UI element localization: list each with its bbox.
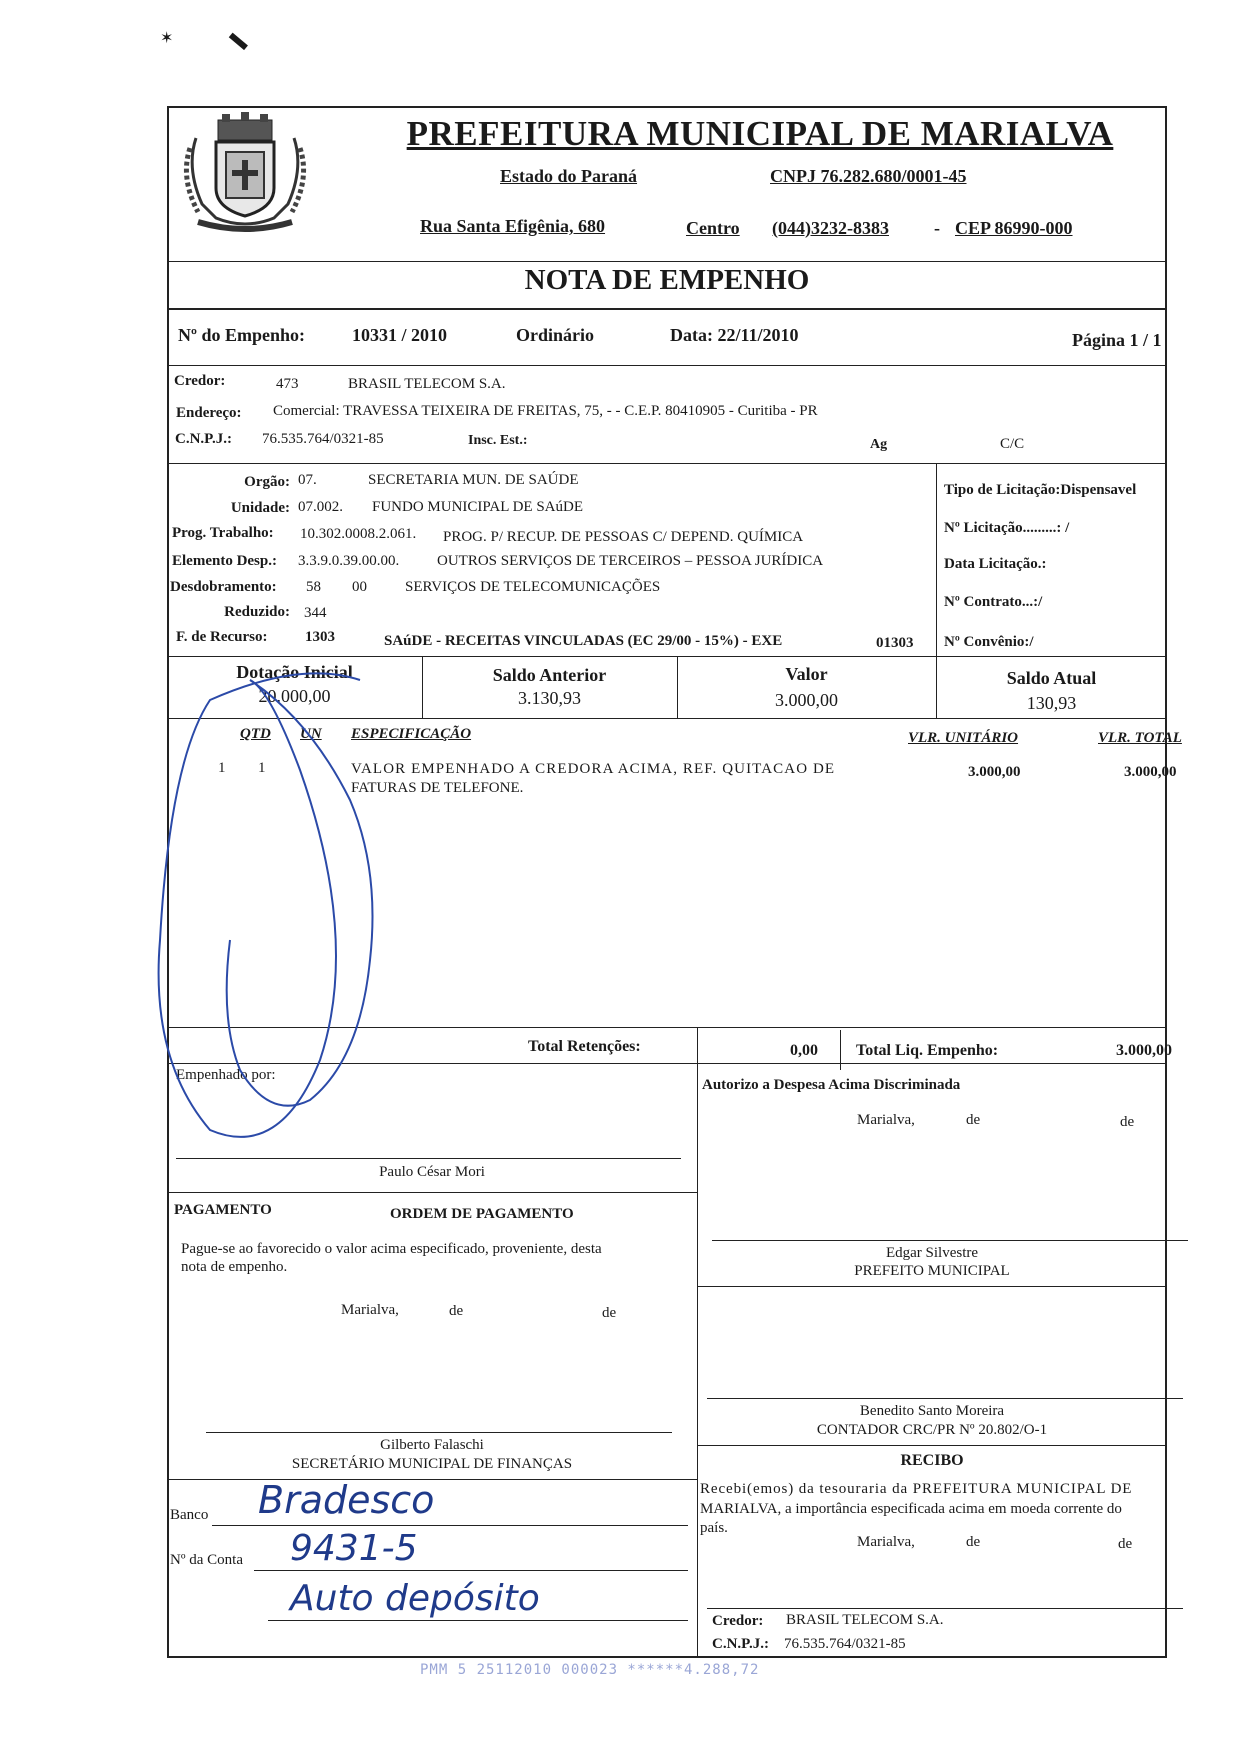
divider [167, 308, 1167, 310]
coat-of-arms [176, 108, 314, 236]
divider [167, 463, 1167, 464]
prog-label: Prog. Trabalho: [172, 525, 274, 541]
recibo-text-line2: MARIALVA, a importância especificada acima em moeda corrente do [700, 1501, 1122, 1517]
divider [167, 365, 1167, 366]
payment-de-1: de [449, 1303, 464, 1319]
divider [167, 1192, 697, 1193]
saldo-atual-label: Saldo Atual [1006, 668, 1097, 688]
credor-code: 473 [276, 376, 299, 392]
recurso-label: F. de Recurso: [176, 629, 268, 645]
total-liq-value: 3.000,00 [1116, 1042, 1172, 1059]
signature-scribble [150, 640, 440, 1160]
deposit-handwritten: Auto depósito [290, 1578, 540, 1619]
empenhado-name: Paulo César Mori [379, 1164, 485, 1180]
desdobramento-label: Desdobramento: [170, 579, 277, 595]
empenhado-por-label: Empenhado por: [176, 1067, 276, 1083]
empenho-type: Ordinário [516, 325, 595, 345]
signature-line [707, 1398, 1183, 1399]
col-header-un: UN [300, 726, 322, 742]
recibo-de-2: de [1118, 1536, 1133, 1552]
unidade-name: FUNDO MUNICIPAL DE SAúDE [372, 499, 583, 515]
total-liq-label: Total Liq. Empenho: [856, 1042, 999, 1059]
recibo-title: RECIBO [900, 1452, 964, 1469]
financas-title: SECRETÁRIO MUNICIPAL DE FINANÇAS [291, 1456, 573, 1472]
prog-code: 10.302.0008.2.061. [300, 526, 417, 542]
deposit-line [268, 1620, 688, 1621]
validation-stamp: PMM 5 25112010 000023 ******4.288,72 [420, 1662, 760, 1678]
autorizo-de-2: de [1120, 1114, 1135, 1130]
item-qtd: 1 [218, 760, 226, 776]
recurso-code: 1303 [305, 629, 335, 645]
col-header-spec: ESPECIFICAÇÃO [351, 726, 472, 742]
conta-handwritten: 9431-5 [290, 1528, 418, 1569]
ordem-pagamento-label: ORDEM DE PAGAMENTO [390, 1206, 574, 1222]
divider [167, 261, 1167, 262]
orgao-name: SECRETARIA MUN. DE SAÚDE [368, 472, 579, 488]
cep-label: CEP 86990-000 [955, 218, 1073, 238]
contrato-number: Nº Contrato...:/ [944, 594, 1043, 610]
empenho-number: 10331 / 2010 [352, 325, 448, 345]
unidade-code: 07.002. [298, 499, 343, 515]
contador-title: CONTADOR CRC/PR Nº 20.802/O-1 [816, 1422, 1048, 1438]
phone-label: (044)3232-8383 [772, 218, 889, 238]
doc-title: NOTA DE EMPENHO [524, 264, 810, 296]
credor-name: BRASIL TELECOM S.A. [348, 376, 506, 392]
recibo-text-line3: país. [700, 1520, 728, 1536]
scan-speck: ✶ [160, 30, 174, 47]
col-header-total-value: VLR. TOTAL [1098, 730, 1182, 746]
account-label: C/C [1000, 436, 1025, 452]
cnpj-field-label: C.N.P.J.: [175, 431, 232, 447]
retencoes-label: Total Retenções: [528, 1038, 641, 1055]
recibo-city: Marialva, [857, 1534, 915, 1550]
elemento-code: 3.3.9.0.39.00.00. [298, 553, 400, 569]
credor-address: Comercial: TRAVESSA TEIXEIRA DE FREITAS, 75, - - C.E.P. 80410905 - Curitiba - PR [273, 403, 818, 419]
payment-de-2: de [602, 1305, 617, 1321]
saldo-anterior-label: Saldo Anterior [492, 665, 607, 685]
valor-label: Valor [785, 664, 828, 684]
retencoes-value: 0,00 [790, 1042, 818, 1059]
dotacao-value: 20.000,00 [258, 686, 331, 706]
recurso-name: SAúDE - RECEITAS VINCULADAS (EC 29/00 - 15%) - EXE [384, 633, 783, 649]
reduzido-code: 344 [304, 605, 327, 621]
divider [840, 1030, 841, 1070]
desdobramento-subcode: 00 [352, 579, 367, 595]
saldo-anterior-value: 3.130,93 [518, 688, 581, 708]
unidade-label: Unidade: [230, 500, 290, 516]
address-label: Endereço: [176, 405, 242, 421]
conta-line [254, 1570, 688, 1571]
prefeitura-title: PREFEITURA MUNICIPAL DE MARIALVA [406, 114, 1114, 153]
autorizo-text: Autorizo a Despesa Acima Discriminada [702, 1077, 961, 1093]
signature-line [712, 1240, 1188, 1241]
desdobramento-name: SERVIÇOS DE TELECOMUNICAÇÕES [405, 579, 661, 595]
banco-label: Banco [170, 1507, 209, 1523]
col-header-qtd: QTD [240, 726, 271, 742]
divider [697, 1286, 1167, 1287]
agency-label: Ag [870, 437, 888, 452]
autorizo-city: Marialva, [857, 1112, 915, 1128]
payment-city: Marialva, [341, 1302, 399, 1318]
prefeito-name: Edgar Silvestre [885, 1245, 979, 1261]
reduzido-label: Reduzido: [224, 604, 290, 620]
item-unit-value: 3.000,00 [968, 764, 1021, 780]
signature-line [206, 1432, 672, 1433]
conta-label: Nº da Conta [170, 1552, 243, 1568]
financas-name: Gilberto Falaschi [380, 1437, 484, 1453]
saldo-atual-value: 130,93 [1026, 693, 1077, 713]
recibo-credor-name: BRASIL TELECOM S.A. [786, 1612, 944, 1628]
empenho-date: Data: 22/11/2010 [670, 325, 799, 345]
district-label: Centro [686, 218, 740, 238]
state-label: Estado do Paraná [500, 166, 638, 186]
licitacao-type: Tipo de Licitação:Dispensavel [944, 482, 1137, 498]
insc-est-label: Insc. Est.: [468, 433, 528, 448]
recibo-de-1: de [966, 1534, 981, 1550]
valor-value: 3.000,00 [775, 690, 838, 710]
desdobramento-code: 58 [306, 579, 321, 595]
convenio-number: Nº Convênio:/ [944, 634, 1034, 650]
recurso-number: 01303 [876, 635, 914, 651]
elemento-label: Elemento Desp.: [172, 553, 277, 569]
banco-line [212, 1525, 688, 1526]
divider [697, 1027, 698, 1657]
orgao-code: 07. [298, 472, 317, 488]
banco-handwritten: Bradesco [258, 1478, 435, 1522]
licitacao-date: Data Licitação.: [944, 556, 1047, 572]
orgao-label: Orgão: [244, 474, 290, 490]
prefeito-title: PREFEITO MUNICIPAL [854, 1263, 1010, 1279]
col-header-unit-value: VLR. UNITÁRIO [908, 730, 1019, 746]
item-spec-line1: VALOR EMPENHADO A CREDORA ACIMA, REF. QUITACAO DE [351, 761, 836, 777]
recibo-text-line1: Recebi(emos) da tesouraria da PREFEITURA MUNICIPAL DE [700, 1481, 1133, 1497]
divider [936, 463, 937, 657]
prog-name: PROG. P/ RECUP. DE PESSOAS C/ DEPEND. QUÍMICA [443, 529, 804, 545]
item-un: 1 [258, 760, 266, 776]
divider [697, 1445, 1167, 1446]
cnpj-label: CNPJ 76.282.680/0001-45 [770, 166, 967, 186]
credor-label: Credor: [174, 373, 226, 389]
item-spec-line2: FATURAS DE TELEFONE. [351, 780, 524, 796]
item-total-value: 3.000,00 [1124, 764, 1177, 780]
dotacao-label: Dotação Inicial [236, 662, 353, 682]
dash-separator: - [934, 218, 940, 238]
pagamento-label: PAGAMENTO [174, 1202, 272, 1218]
pague-text-line1: Pague-se ao favorecido o valor acima especificado, proveniente, desta [181, 1241, 602, 1257]
recibo-cnpj-label: C.N.P.J.: [712, 1636, 769, 1652]
recibo-cnpj-value: 76.535.764/0321-85 [784, 1636, 906, 1652]
empenho-number-label: Nº do Empenho: [178, 325, 305, 345]
licitacao-number: Nº Licitação.........: / [944, 520, 1070, 536]
signature-line [707, 1608, 1183, 1609]
pague-text-line2: nota de empenho. [181, 1259, 288, 1275]
autorizo-de-1: de [966, 1112, 981, 1128]
page-indicator: Página 1 / 1 [1072, 330, 1162, 350]
credor-cnpj: 76.535.764/0321-85 [262, 431, 384, 447]
street-label: Rua Santa Efigênia, 680 [420, 216, 606, 236]
elemento-name: OUTROS SERVIÇOS DE TERCEIROS – PESSOA JURÍDICA [437, 553, 824, 569]
contador-name: Benedito Santo Moreira [859, 1403, 1005, 1419]
recibo-credor-label: Credor: [712, 1613, 764, 1629]
scan-speck: ▬ [225, 24, 256, 54]
